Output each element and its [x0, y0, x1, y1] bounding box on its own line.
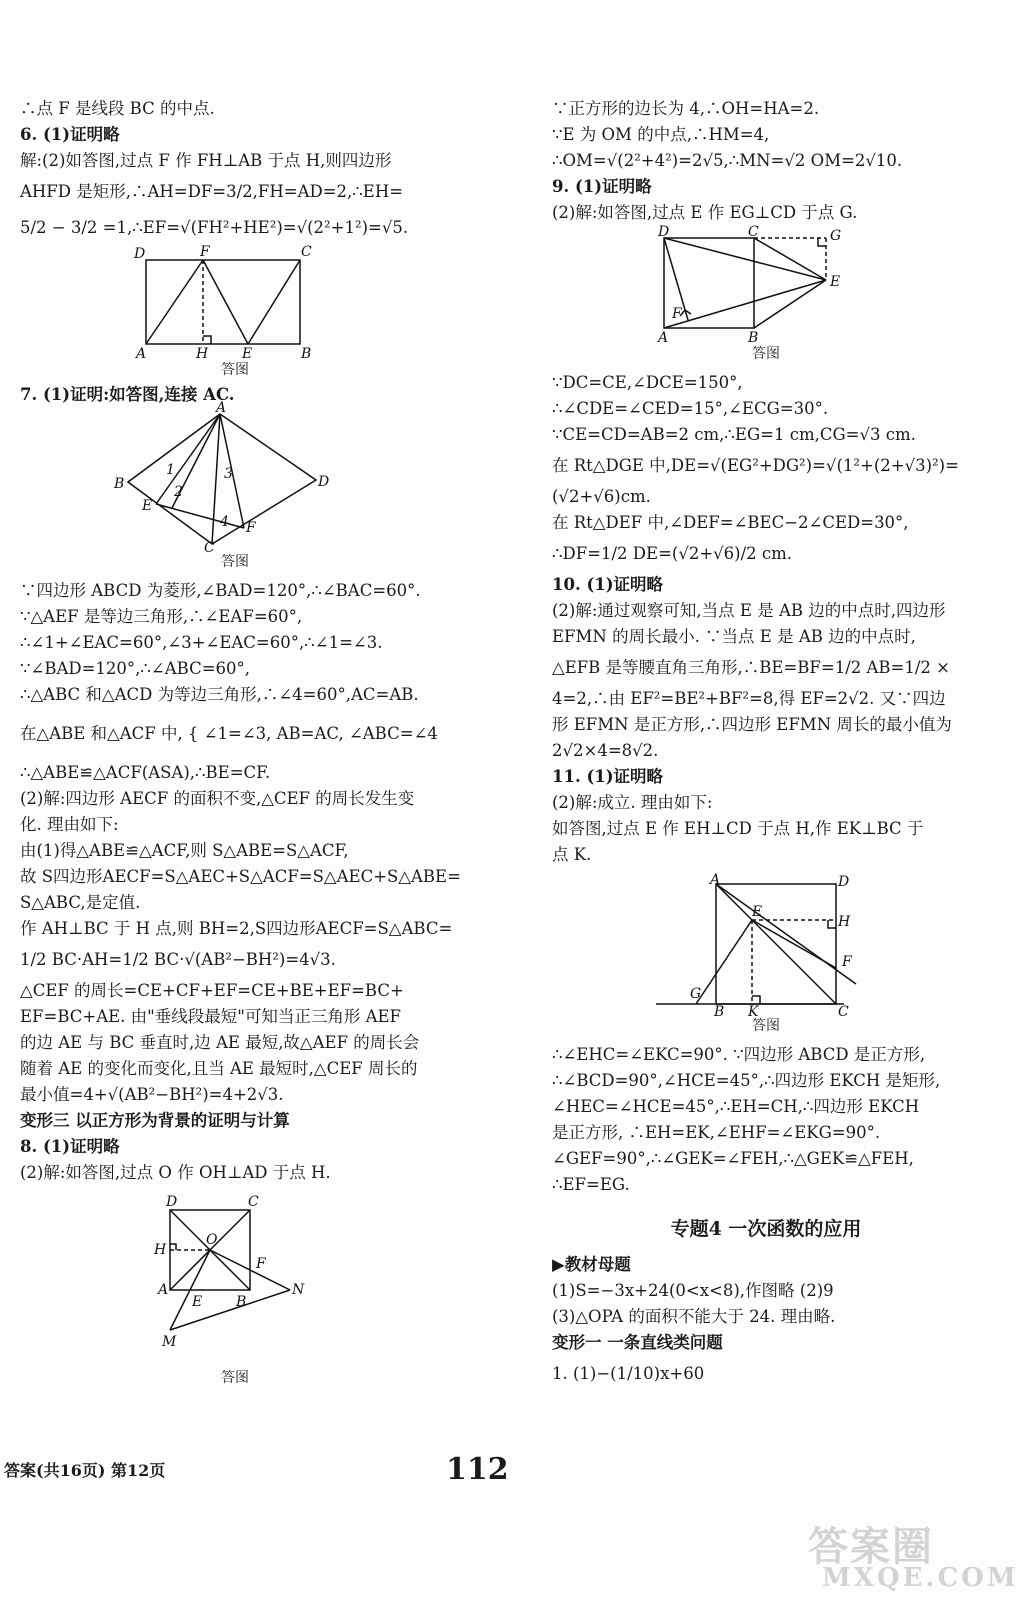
svg-text:D: D: [134, 246, 146, 262]
text-line: (2)解:通过观察可知,当点 E 是 AB 边的中点时,四边形: [552, 601, 946, 620]
svg-text:A: A: [216, 400, 227, 416]
text-line: 1/2 BC·AH=1/2 BC·√(AB²−BH²)=4√3.: [20, 950, 336, 969]
text-line: 作 AH⊥BC 于 H 点,则 BH=2,S四边形AECF=S△ABC=: [20, 919, 453, 938]
svg-text:F: F: [672, 306, 682, 322]
svg-text:D: D: [658, 224, 670, 240]
watermark-url: MXQE.COM: [822, 1563, 1019, 1593]
text-line: 1. (1)−(1/10)x+60: [552, 1364, 705, 1383]
svg-text:A: A: [136, 346, 147, 362]
page-number: 112: [446, 1452, 509, 1487]
text-line: (3)△OPA 的面积不能大于 24. 理由略.: [552, 1307, 836, 1326]
text-line: ∴∠BCD=90°,∠HCE=45°,∴四边形 EKCH 是矩形,: [552, 1071, 941, 1090]
text-line: AHFD 是矩形,∴AH=DF=3/2,FH=AD=2,∴EH=: [20, 182, 404, 201]
footer-label: 答案(共16页) 第12页: [4, 1461, 166, 1480]
svg-text:B: B: [236, 1294, 247, 1310]
svg-text:N: N: [292, 1282, 305, 1298]
problem-9-heading: 9. (1)证明略: [552, 177, 652, 196]
text-line: ∠HEC=∠HCE=45°,∴EH=CH,∴四边形 EKCH: [552, 1097, 920, 1116]
svg-text:B: B: [301, 346, 312, 362]
svg-text:4: 4: [220, 514, 229, 530]
text-line: 的边 AE 与 BC 垂直时,边 AE 最短,故△AEF 的周长会: [20, 1033, 420, 1052]
svg-text:E: E: [142, 498, 153, 514]
figure-caption: 答图: [752, 1018, 780, 1034]
figure-problem-7: [20, 400, 450, 556]
problem-7-heading: 7. (1)证明:如答图,连接 AC.: [20, 385, 235, 404]
text-line: 故 S四边形AECF=S△AEC+S△ACF=S△AEC+S△ABE=: [20, 867, 461, 886]
text-line: 化. 理由如下:: [20, 815, 119, 834]
svg-text:1: 1: [166, 462, 175, 478]
watermark-text: 答案圈: [808, 1523, 934, 1570]
figure-problem-8: [20, 1196, 450, 1368]
text-line: 形 EFMN 是正方形,∴四边形 EFMN 周长的最小值为: [552, 715, 952, 734]
text-line: (2)解:如答图,过点 E 作 EG⊥CD 于点 G.: [552, 203, 858, 222]
svg-text:3: 3: [224, 466, 233, 482]
svg-text:E: E: [752, 904, 763, 920]
text-line: EFMN 的周长最小. ∵当点 E 是 AB 边的中点时,: [552, 627, 916, 646]
text-line: 在△ABE 和△ACF 中, { ∠1=∠3, AB=AC, ∠ABC=∠4: [20, 724, 438, 743]
left-column: [20, 96, 461, 1388]
text-line: ∴∠CDE=∠CED=15°,∠ECG=30°.: [552, 399, 829, 418]
svg-text:C: C: [248, 1194, 259, 1210]
svg-text:B: B: [114, 476, 125, 492]
svg-text:A: A: [710, 872, 721, 888]
svg-text:B: B: [748, 330, 759, 346]
text-line: ∴△ABC 和△ACD 为等边三角形,∴∠4=60°,AC=AB.: [20, 685, 419, 704]
diagram-square-with-point-E: [552, 226, 980, 344]
problem-10-heading: 10. (1)证明略: [552, 575, 664, 594]
svg-text:C: C: [748, 224, 759, 240]
text-line: ∴∠1+∠EAC=60°,∠3+∠EAC=60°,∴∠1=∠3.: [20, 633, 383, 652]
text-line: 是正方形, ∴EH=EK,∠EHF=∠EKG=90°.: [552, 1123, 881, 1142]
problem-11-heading: 11. (1)证明略: [552, 767, 664, 786]
text-line: S△ABC,是定值.: [20, 893, 141, 912]
text-line: (√2+√6)cm.: [552, 487, 651, 506]
svg-text:D: D: [838, 874, 850, 890]
text-line: 随着 AE 的变化而变化,且当 AE 最短时,△CEF 周长的: [20, 1059, 418, 1078]
text-line: ∵CE=CD=AB=2 cm,∴EG=1 cm,CG=√3 cm.: [552, 425, 916, 444]
text-line: (1)S=−3x+24(0<x<8),作图略 (2)9: [552, 1281, 834, 1300]
text-line: ∴EF=EG.: [552, 1175, 630, 1194]
text-line: ∴点 F 是线段 BC 的中点.: [20, 99, 215, 118]
text-line: EF=BC+AE. 由"垂线段最短"可知当正三角形 AEF: [20, 1007, 401, 1026]
subsection-heading: ▶教材母题: [552, 1255, 631, 1274]
svg-text:D: D: [166, 1194, 178, 1210]
svg-text:H: H: [154, 1242, 167, 1258]
text-line: (2)解:四边形 AECF 的面积不变,△CEF 的周长发生变: [20, 789, 415, 808]
figure-caption: 答图: [221, 362, 249, 378]
svg-text:B: B: [714, 1004, 725, 1020]
svg-text:O: O: [206, 1232, 218, 1248]
svg-text:F: F: [246, 520, 256, 536]
svg-text:C: C: [204, 540, 215, 556]
page-footer: [0, 1452, 996, 1492]
svg-text:E: E: [192, 1294, 203, 1310]
text-line: ∵DC=CE,∠DCE=150°,: [552, 373, 743, 392]
svg-text:G: G: [830, 228, 842, 244]
svg-text:F: F: [256, 1256, 266, 1272]
diagram-square-with-perpendiculars: [552, 872, 980, 1020]
figure-problem-6: [20, 246, 450, 360]
text-line: ∴△ABE≌△ACF(ASA),∴BE=CF.: [20, 763, 271, 782]
svg-text:K: K: [748, 1004, 759, 1020]
text-line: 在 Rt△DEF 中,∠DEF=∠BEC−2∠CED=30°,: [552, 513, 909, 532]
figure-caption: 答图: [221, 554, 249, 570]
text-line: ∵E 为 OM 的中点,∴HM=4,: [552, 125, 770, 144]
text-line: (2)解:成立. 理由如下:: [552, 793, 713, 812]
text-line: △EFB 是等腰直角三角形,∴BE=BF=1/2 AB=1/2 ×: [552, 658, 950, 677]
text-line: 如答图,过点 E 作 EH⊥CD 于点 H,作 EK⊥BC 于: [552, 819, 924, 838]
section-heading: 变形一 一条直线类问题: [552, 1333, 723, 1352]
text-line: ∠GEF=90°,∴∠GEK=∠FEH,∴△GEK≌△FEH,: [552, 1149, 914, 1168]
svg-text:F: F: [842, 954, 852, 970]
svg-text:E: E: [830, 274, 841, 290]
problem-6-heading: 6. (1)证明略: [20, 125, 120, 144]
svg-text:C: C: [301, 244, 312, 260]
svg-text:H: H: [838, 914, 851, 930]
text-line: ∴OM=√(2²+4²)=2√5,∴MN=√2 OM=2√10.: [552, 151, 903, 170]
problem-8-heading: 8. (1)证明略: [20, 1137, 120, 1156]
text-line: ∴∠EHC=∠EKC=90°. ∵四边形 ABCD 是正方形,: [552, 1045, 926, 1064]
figure-caption: 答图: [221, 1370, 249, 1386]
diagram-rectangle-ABCD: [20, 246, 450, 360]
figure-problem-11: [552, 872, 980, 1020]
svg-text:H: H: [196, 346, 209, 362]
text-line: 4=2,∴由 EF²=BE²+BF²=8,得 EF=2√2. 又∵四边: [552, 689, 946, 708]
svg-text:A: A: [658, 330, 669, 346]
text-line: ∵∠BAD=120°,∴∠ABC=60°,: [20, 659, 251, 678]
section-heading: 变形三 以正方形为背景的证明与计算: [20, 1111, 290, 1130]
svg-text:C: C: [838, 1004, 849, 1020]
text-line: ∵正方形的边长为 4,∴OH=HA=2.: [552, 99, 820, 118]
text-line: △CEF 的周长=CE+CF+EF=CE+BE+EF=BC+: [20, 981, 404, 1000]
text-line: 解:(2)如答图,过点 F 作 FH⊥AB 于点 H,则四边形: [20, 151, 392, 170]
text-line: 由(1)得△ABE≌△ACF,则 S△ABE=S△ACF,: [20, 841, 349, 860]
svg-text:M: M: [162, 1334, 177, 1350]
text-line: ∵四边形 ABCD 为菱形,∠BAD=120°,∴∠BAC=60°.: [20, 581, 421, 600]
svg-text:D: D: [318, 474, 330, 490]
topic-heading: 专题4 一次函数的应用: [670, 1218, 862, 1240]
text-line: 点 K.: [552, 845, 592, 864]
right-column: [552, 96, 980, 1392]
text-line: 5/2 − 3/2 =1,∴EF=√(FH²+HE²)=√(2²+1²)=√5.: [20, 218, 409, 237]
diagram-square-ABCD: [20, 1196, 450, 1368]
watermark-logo: [808, 1515, 1019, 1595]
text-line: 在 Rt△DGE 中,DE=√(EG²+DG²)=√(1²+(2+√3)²)=: [552, 456, 959, 475]
figure-problem-9: [552, 226, 980, 344]
text-line: ∴DF=1/2 DE=(√2+√6)/2 cm.: [552, 544, 793, 563]
svg-text:F: F: [200, 244, 210, 260]
svg-text:E: E: [242, 346, 253, 362]
svg-text:2: 2: [174, 484, 183, 500]
svg-text:A: A: [158, 1282, 169, 1298]
text-line: (2)解:如答图,过点 O 作 OH⊥AD 于点 H.: [20, 1163, 331, 1182]
svg-text:G: G: [690, 986, 702, 1002]
text-line: 2√2×4=8√2.: [552, 741, 659, 760]
figure-caption: 答图: [752, 346, 780, 362]
text-line: ∵△AEF 是等边三角形,∴∠EAF=60°,: [20, 607, 303, 626]
diagram-rhombus-ABCD: [20, 400, 450, 556]
text-line: 最小值=4+√(AB²−BH²)=4+2√3.: [20, 1085, 284, 1104]
